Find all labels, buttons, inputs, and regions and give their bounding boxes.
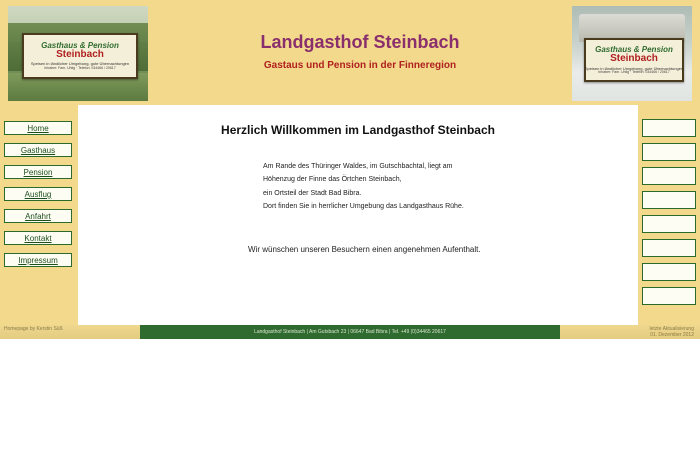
content-heading: Herzlich Willkommen im Landgasthof Steinbach: [221, 123, 495, 137]
footer-updated-label: letzte Aktualisierung: [649, 326, 694, 332]
page-title: Landgasthof Steinbach: [260, 32, 460, 52]
main-content: [78, 105, 638, 325]
photo-sign-board: [584, 38, 684, 82]
sidebar-item-gasthaus[interactable]: Gasthaus: [4, 143, 72, 157]
thumbnail-item[interactable]: [642, 143, 696, 161]
intro-paragraph: [263, 160, 603, 213]
gasthaus-sign-photo: [8, 6, 148, 101]
intro-line: Am Rande des Thüringer Waldes, im Gutschbachtal, liegt am: [263, 163, 453, 170]
sign-line-3: Speisen in ländlicher Umgebung, gute Übernachtungen: [30, 61, 130, 67]
site-footer: [0, 325, 700, 339]
thumbnail-item[interactable]: [642, 239, 696, 257]
page-subtitle: Gastaus und Pension in der Finneregion: [263, 60, 457, 71]
footer-updated-date: 01. Dezember 2012: [650, 332, 694, 338]
intro-line: Höhenzug der Finne das Örtchen Steinbach,: [263, 176, 402, 184]
thumbnail-list: [638, 119, 696, 311]
sign-line-2: Steinbach: [56, 48, 104, 60]
sign-line-2: Steinbach: [610, 53, 658, 65]
thumbnail-item[interactable]: [642, 263, 696, 281]
body-area: [0, 105, 700, 325]
sign-line-4: Inhaber: Fam. Uhlig · Telefon: 034466 / 20617: [44, 65, 116, 70]
winter-sign-photo: [572, 6, 692, 101]
thumbnail-item[interactable]: [642, 191, 696, 209]
intro-line: ein Ortsteil der Stadt Bad Bibra.: [263, 189, 362, 197]
thumbnail-item[interactable]: [642, 287, 696, 305]
photo-sign-board: [22, 33, 138, 80]
sidebar-item-home[interactable]: Home: [4, 121, 72, 135]
footer-updated: [650, 326, 694, 338]
sidebar-item-anfahrt[interactable]: Anfahrt: [4, 209, 72, 223]
sign-line-1: Gasthaus & Pension: [595, 44, 673, 54]
sign-line-1: Gasthaus & Pension: [41, 40, 119, 50]
right-sidebar: [638, 105, 700, 325]
sidebar-item-impressum[interactable]: Impressum: [4, 253, 72, 267]
intro-line: Dort finden Sie in herrlicher Umgebung das Landgasthaus Rühe.: [263, 202, 464, 210]
sidebar-item-kontakt[interactable]: Kontakt: [4, 231, 72, 245]
footer-address: Landgasthof Steinbach | Am Gutsbach 23 | 06647 Bad Bibra | Tel. +49 (0)34465 20617: [140, 325, 560, 339]
thumbnail-item[interactable]: [642, 215, 696, 233]
sign-line-3: Speisen in ländlicher Umgebung, gute Übernachtungen: [584, 65, 684, 71]
left-sidebar: [0, 105, 78, 325]
sidebar-item-ausflug[interactable]: Ausflug: [4, 187, 72, 201]
footer-credit: Homepage by Kerstin Süß: [4, 326, 63, 332]
sign-line-4: Inhaber: Fam. Uhlig · Telefon: 034466 / 20617: [598, 69, 670, 74]
thumbnail-item[interactable]: [642, 167, 696, 185]
sidebar-item-pension[interactable]: Pension: [4, 165, 72, 179]
main-navigation: [4, 121, 72, 275]
closing-text: Wir wünschen unseren Besuchern einen angenehmen Aufenthalt.: [248, 245, 481, 254]
site-header: [0, 0, 700, 105]
thumbnail-item[interactable]: [642, 119, 696, 137]
